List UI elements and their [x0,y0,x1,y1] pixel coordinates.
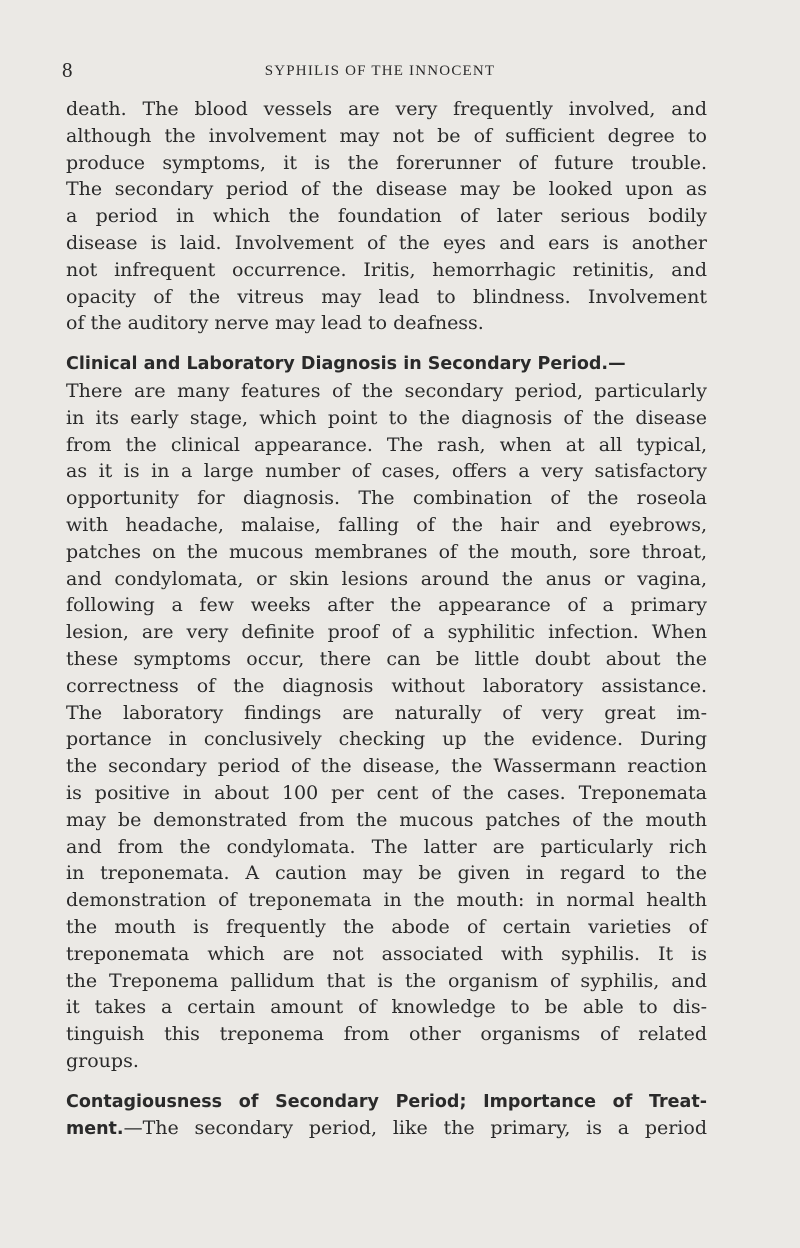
text-line: the secondary period of the disease, the Wassermann reaction [66,755,707,778]
text-line: is positive in about 100 per cent of the cases. Treponemata [66,781,707,804]
text-line: The laboratory findings are naturally of very great im- [66,701,707,724]
paragraph-gap [66,337,707,350]
text-line: in its early stage, which point to the diagnosis of the disease [66,406,707,429]
heading-dash: — [608,354,626,375]
text-line [66,1088,707,1116]
page-number: 8 [62,58,73,82]
paragraph-text: —The secondary period, like the primary, is a period [123,1117,707,1140]
text-line: The secondary period of the disease may be looked upon as [66,178,707,201]
text-line: demonstration of treponemata in the mouth: in normal health [66,889,707,912]
text-line: opportunity for diagnosis. The combination of the roseola [66,487,707,510]
text-line: correctness of the diagnosis without laboratory assistance. [66,674,707,697]
text-line: from the clinical appearance. The rash, when at all typical, [66,433,707,456]
text-line: tinguish this treponema from other organisms of related [66,1023,707,1046]
section-heading: Clinical and Laboratory Diagnosis in Secondary Period. [66,354,609,375]
text-line: in treponemata. A caution may be given in regard to the [66,862,707,885]
section-heading: Contagiousness of Secondary Period; Importance of Treat- [66,1091,707,1112]
text-line: disease is laid. Involvement of the eyes and ears is another [66,231,707,254]
text-line: although the involvement may not be of sufficient degree to [66,124,707,147]
text-line: There are many features of the secondary period, particularly [66,379,707,402]
text-line: produce symptoms, it is the forerunner of future trouble. [66,151,707,174]
text-line: with headache, malaise, falling of the hair and eyebrows, [66,513,707,536]
text-line: may be demonstrated from the mucous patches of the mouth [66,808,707,831]
text-line [66,350,707,378]
text-line: treponemata which are not associated with syphilis. It is [66,942,707,965]
text-line [66,1115,707,1143]
body-text [66,96,707,1143]
text-line: opacity of the vitreus may lead to blindness. Involvement [66,285,707,308]
text-line: the mouth is frequently the abode of certain varieties of [66,915,707,938]
text-line: and from the condylomata. The latter are particularly rich [66,835,707,858]
text-line: and condylomata, or skin lesions around the anus or vagina, [66,567,707,590]
text-line: patches on the mucous membranes of the mouth, sore throat, [66,540,707,563]
text-line: death. The blood vessels are very frequently involved, and [66,98,707,120]
section-heading-end: ment. [66,1119,124,1140]
text-line: these symptoms occur, there can be little doubt about the [66,647,707,670]
paragraph-contagiousness [66,1088,707,1144]
text-line: following a few weeks after the appearance of a primary [66,594,707,617]
paragraph-gap [66,1075,707,1088]
paragraph-clinical-diagnosis [66,350,707,1075]
text-line: a period in which the foundation of later serious bodily [66,205,707,228]
text-line: lesion, are very definite proof of a syphilitic infection. When [66,621,707,644]
running-header [60,58,700,88]
text-line: the Treponema pallidum that is the organism of syphilis, and [66,969,707,992]
text-line: as it is in a large number of cases, offers a very satisfactory [66,460,707,483]
text-line: it takes a certain amount of knowledge to be able to dis- [66,996,707,1019]
text-line: of the auditory nerve may lead to deafness. [66,312,484,335]
text-line: not infrequent occurrence. Iritis, hemorrhagic retinitis, and [66,258,707,281]
running-title: SYPHILIS OF THE INNOCENT [264,63,496,79]
text-line: groups. [66,1049,139,1072]
paragraph-continuation [66,96,707,337]
text-line: portance in conclusively checking up the evidence. During [66,728,707,751]
